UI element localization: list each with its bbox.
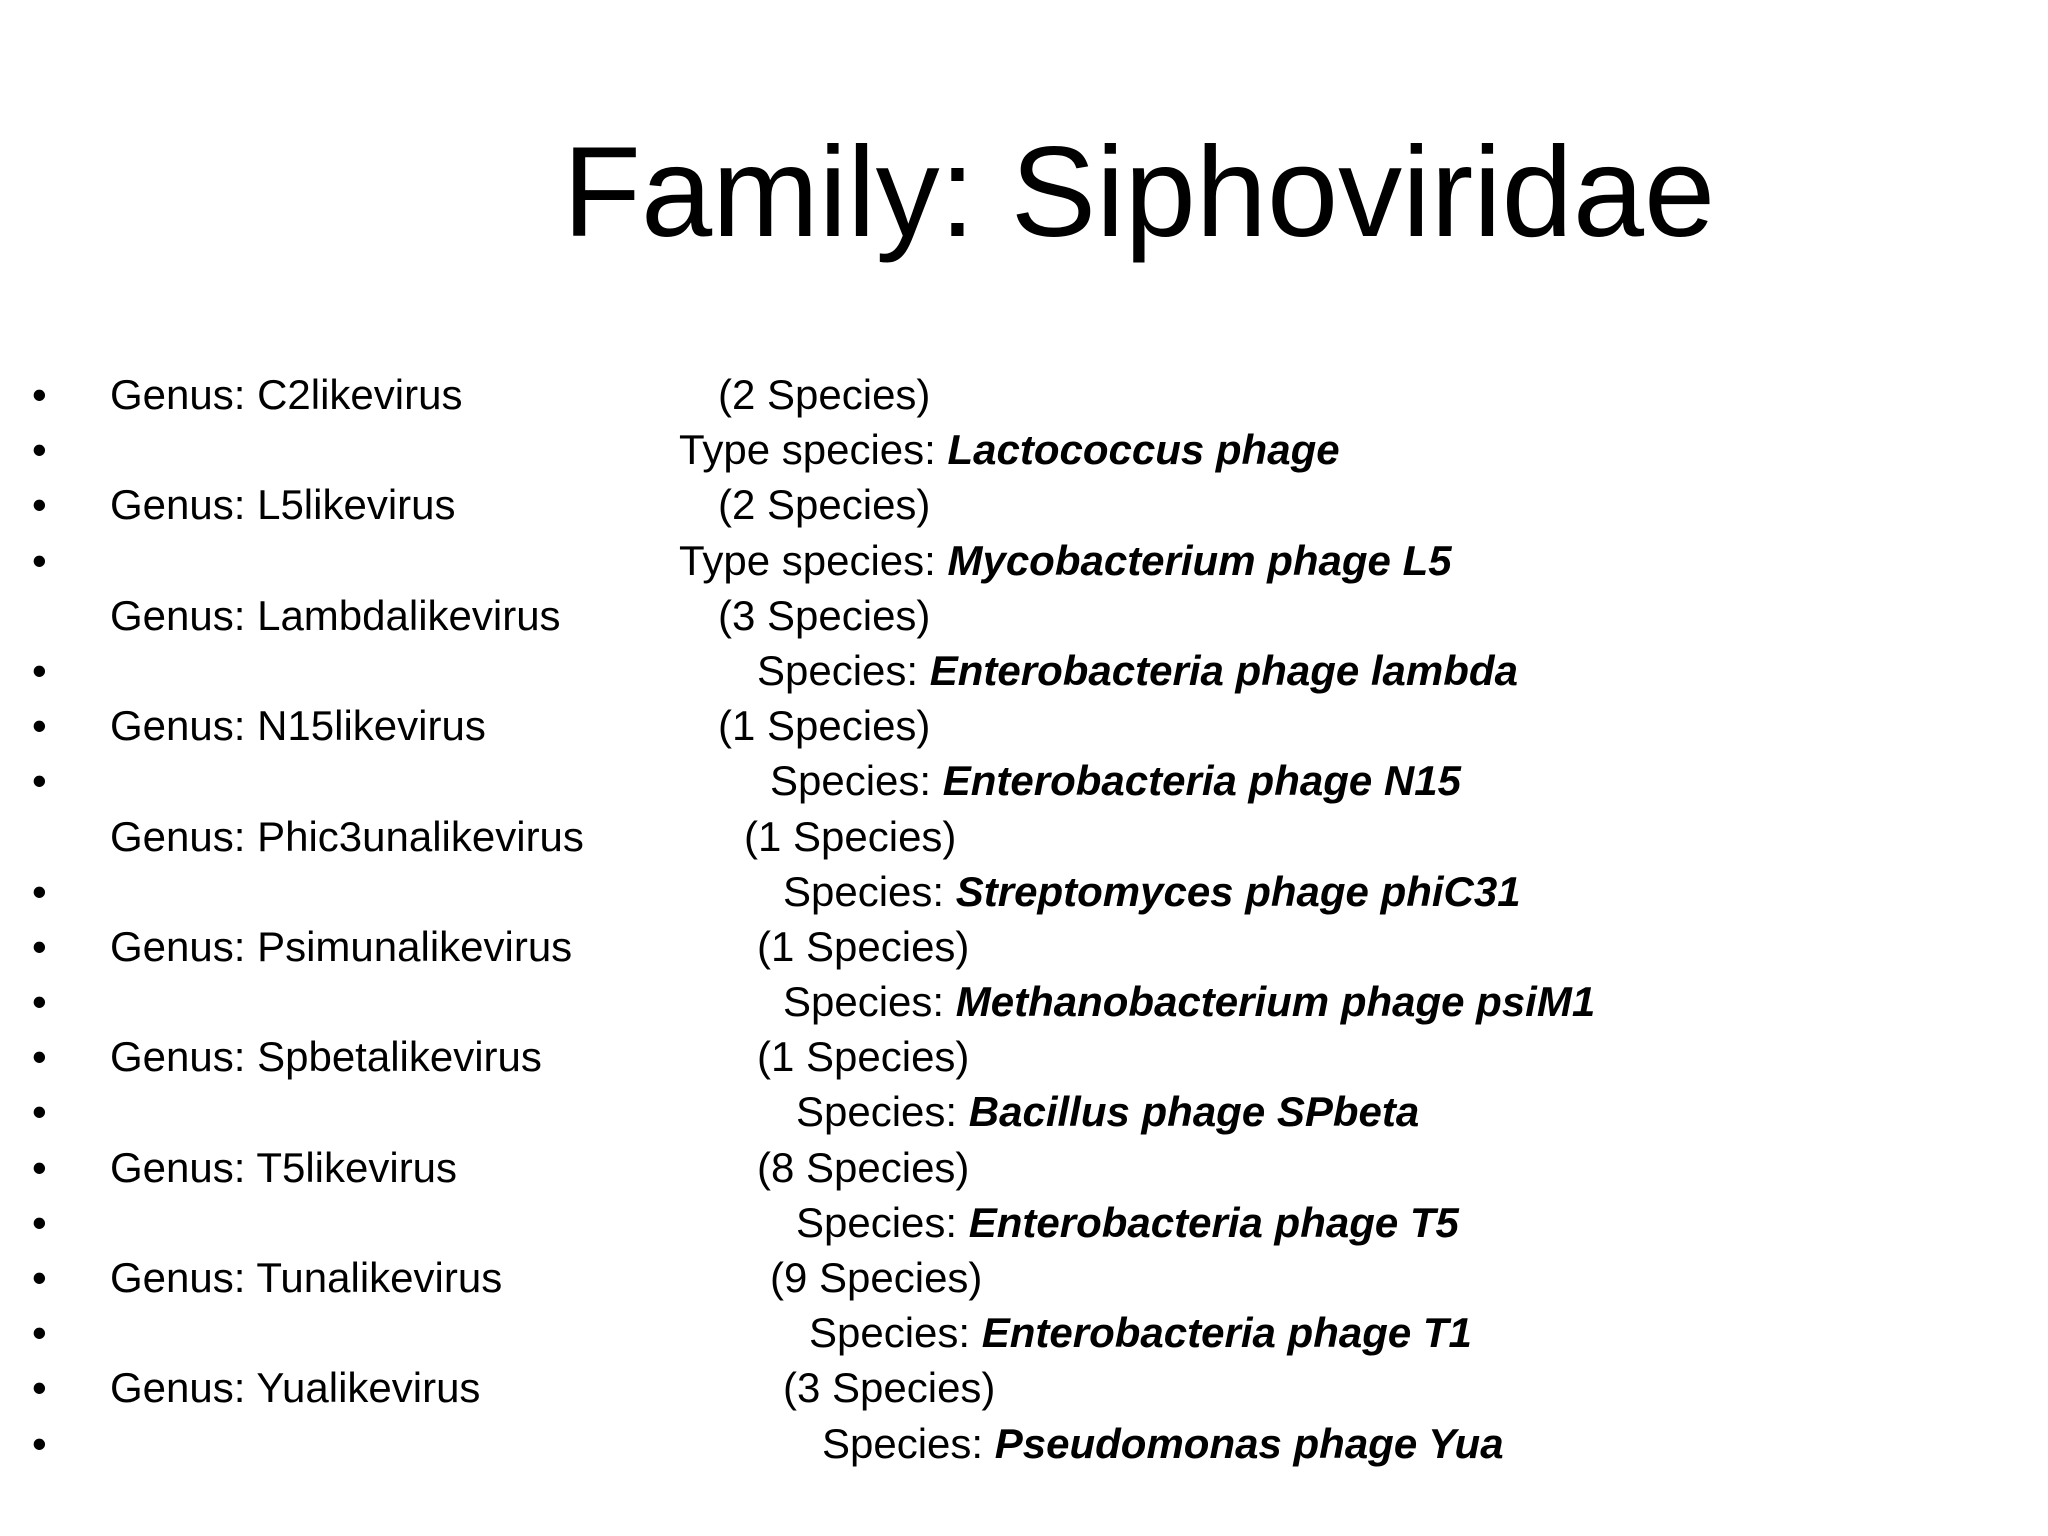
bullet: • <box>32 867 47 915</box>
type-species <box>679 422 1340 477</box>
bullet: • <box>32 978 47 1026</box>
species-count: (1 Species) <box>718 702 931 750</box>
species <box>809 1305 1472 1360</box>
genus-name: Genus: C2likevirus <box>110 371 463 418</box>
species <box>796 1084 1419 1139</box>
species-count: (1 Species) <box>757 922 970 970</box>
species-label: Species: <box>796 1088 969 1136</box>
genus-name: Genus: T5likevirus <box>110 1143 458 1191</box>
genus-name: Genus: Tunalikevirus <box>110 1254 503 1301</box>
bullet: • <box>32 646 47 694</box>
species-label: Species: <box>783 867 956 915</box>
species-label: Species: <box>809 1309 982 1357</box>
species-count: (3 Species) <box>718 591 931 639</box>
bullet: • <box>32 1033 47 1081</box>
species-count: (2 Species) <box>718 371 931 418</box>
bullet: • <box>32 481 47 529</box>
species-name: Methanobacterium phage psiM1 <box>955 978 1596 1026</box>
species-count: (3 Species) <box>783 1364 996 1412</box>
species <box>783 864 1521 919</box>
species <box>822 1416 1504 1471</box>
species-count: (1 Species) <box>744 812 957 860</box>
species-name: Enterobacteria phage lambda <box>929 646 1518 694</box>
genus-name: Genus: N15likevirus <box>110 702 486 750</box>
genus-row <box>0 1029 2048 1084</box>
bullet: • <box>32 1143 47 1191</box>
species-row <box>0 643 2048 698</box>
species-count: (8 Species) <box>757 1143 970 1191</box>
species-label: Species: <box>757 646 930 694</box>
genus-row <box>0 588 2048 643</box>
species-label: Species: <box>796 1198 969 1246</box>
genus-name: Genus: Psimunalikevirus <box>110 922 573 970</box>
species-label: Species: <box>783 978 956 1026</box>
species-label: Type species: <box>679 536 948 584</box>
bullet: • <box>32 1419 47 1467</box>
species-name: Enterobacteria phage T5 <box>968 1198 1459 1246</box>
species-name: Lactococcus phage <box>947 426 1340 474</box>
genus-name: Genus: Spbetalikevirus <box>110 1033 542 1081</box>
type-species <box>679 533 1452 588</box>
species-name: Bacillus phage SPbeta <box>968 1088 1420 1136</box>
bullet: • <box>32 536 47 584</box>
species-row <box>0 753 2048 808</box>
species-row <box>0 864 2048 919</box>
species <box>770 753 1461 808</box>
genus-name: Genus: Lambdalikevirus <box>110 591 561 639</box>
genus-row <box>0 809 2048 864</box>
species-count: (2 Species) <box>718 481 931 529</box>
species-name: Enterobacteria phage T1 <box>981 1309 1472 1357</box>
bullet: • <box>32 1364 47 1412</box>
species-name: Streptomyces phage phiC31 <box>955 867 1521 915</box>
genus-row <box>0 1140 2048 1195</box>
species-row <box>0 533 2048 588</box>
genus-row <box>0 477 2048 532</box>
species-row <box>0 1084 2048 1139</box>
bullet: • <box>32 1254 47 1301</box>
genus-row <box>0 367 2048 422</box>
species <box>757 643 1518 698</box>
species-label: Species: <box>770 757 943 805</box>
species-name: Enterobacteria phage N15 <box>942 757 1461 805</box>
bullet: • <box>32 371 47 418</box>
species <box>783 974 1595 1029</box>
species-name: Pseudomonas phage Yua <box>994 1419 1504 1467</box>
species-label: Type species: <box>679 426 948 474</box>
species-row <box>0 1305 2048 1360</box>
species-row <box>0 1195 2048 1250</box>
species-count: (1 Species) <box>757 1033 970 1081</box>
bullet: • <box>32 922 47 970</box>
bullet: • <box>32 702 47 750</box>
genus-name: Genus: L5likevirus <box>110 481 456 529</box>
genus-row <box>0 1250 2048 1305</box>
species <box>796 1195 1459 1250</box>
slide-title: Family: Siphoviridae <box>562 121 1716 264</box>
species-count: (9 Species) <box>770 1254 983 1301</box>
genus-name: Genus: Phic3unalikevirus <box>110 812 584 860</box>
bullet: • <box>32 1309 47 1357</box>
species-row <box>0 422 2048 477</box>
species-row <box>0 1416 2048 1471</box>
genus-name: Genus: Yualikevirus <box>110 1364 481 1412</box>
genus-list <box>0 367 2048 1471</box>
bullet: • <box>32 1198 47 1246</box>
genus-row <box>0 698 2048 753</box>
species-label: Species: <box>822 1419 995 1467</box>
species-row <box>0 974 2048 1029</box>
bullet: • <box>32 426 47 474</box>
genus-row <box>0 1360 2048 1415</box>
species-name: Mycobacterium phage L5 <box>947 536 1452 584</box>
bullet: • <box>32 757 47 805</box>
bullet: • <box>32 1088 47 1136</box>
genus-row <box>0 919 2048 974</box>
